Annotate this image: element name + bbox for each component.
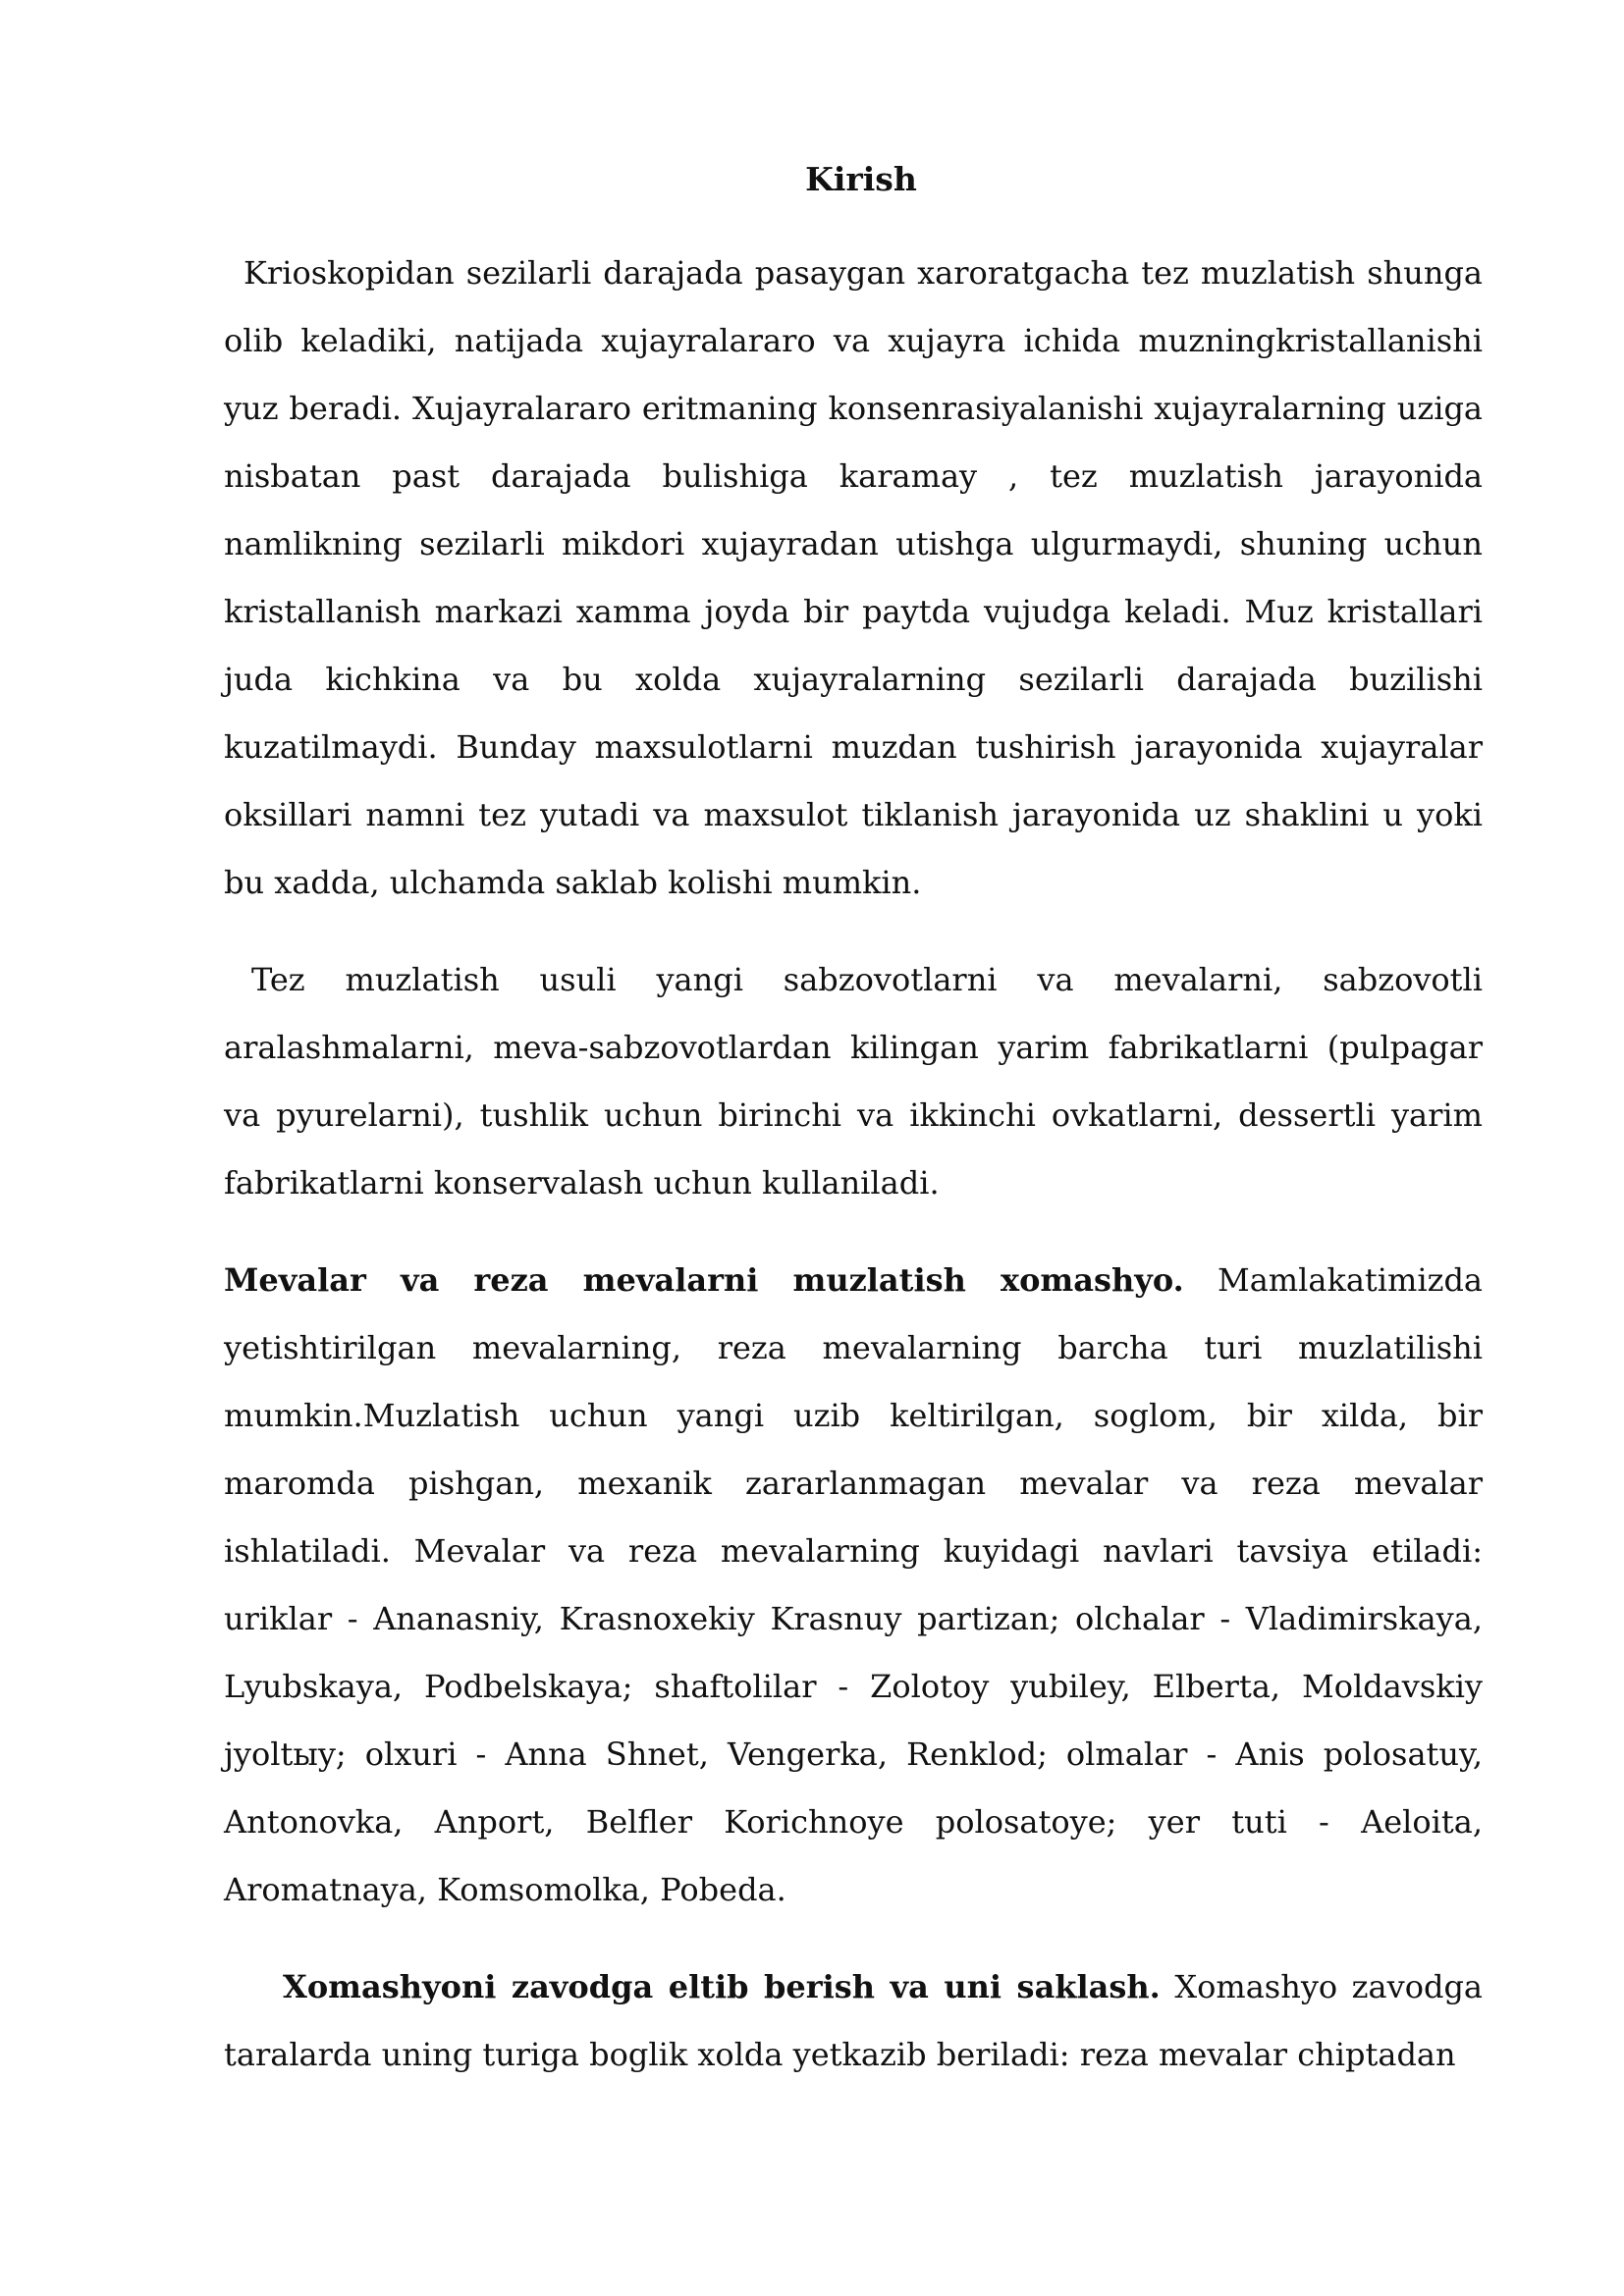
paragraph-3 [224,1247,1483,1924]
paragraph-1-text: Krioskopidan sezilarli darajada pasaygan xaroratgacha tez muzlatish shunga olib keladiki, natijada xujayralararo va xujayra ichida muzningkristallanishi yuz beradi. Xujayralararo eritmaning konsenrasiyalanishi xujayralarning uziga nisbatan past darajada bulishiga karamay , tez muzlatish jarayonida namlikning sezilarli mikdori xujayradan utishga ulgurmaydi, shuning uchun kristallanish markazi xamma joyda bir paytda vujudga keladi. Muz kristallari juda kichkina va bu xolda xujayralarning sezilarli darajada buzilishi kuzatilmaydi. Bunday maxsulotlarni muzdan tushirish jarayonida xujayralar oksillari namni tez yutadi va maxsulot tiklanish jarayonida uz shaklini u yoki bu xadda, ulchamda saklab kolishi mumkin. [224,254,1483,901]
paragraph-4 [224,1953,1483,2089]
paragraph-3-heading: Mevalar va reza mevalarni muzlatish xomashyo. [224,1261,1184,1299]
page-title: Kirish [805,160,917,198]
paragraph-4-heading: Xomashyoni zavodga eltib berish va uni saklash. [283,1968,1161,2005]
paragraph-1 [224,240,1483,917]
document-body [224,147,1483,2118]
paragraph-2-text: Tez muzlatish usuli yangi sabzovotlarni va mevalarni, sabzovotli aralashmalarni, meva-sabzovotlardan kilingan yarim fabrikatlarni (pulpagar va pyurelarni), tushlik uchun birinchi va ikkinchi ovkatlarni, dessertli yarim fabrikatlarni konservalash uchun kullaniladi. [224,961,1483,1201]
paragraph-3-text: Mamlakatimizda yetishtirilgan mevalarning, reza mevalarning barcha turi muzlatilishi mumkin.Muzlatish uchun yangi uzib keltirilgan, soglom, bir xilda, bir maromda pishgan, mexanik zararlanmagan mevalar va reza mevalar ishlatiladi. Mevalar va reza mevalarning kuyidagi navlari tavsiya etiladi: uriklar - Ananasniy, Krasnoxekiy Krasnuy partizan; olchalar - Vladimirskaya, Lyubskaya, Podbelskaya; shaftolilar - Zolotoy yubiley, Elberta, Moldavskiy jyoltыy; olxuri - Anna Shnet, Vengerka, Renklod; olmalar - Anis polosatuy, Antonovka, Anport, Belfler Korichnoye polosatoye; yer tuti - Aeloita, Aromatnaya, Komsomolka, Pobeda. [224,1261,1483,1908]
paragraph-2 [224,946,1483,1217]
paragraph-4-text: Xomashyo zavodga taralarda uning turiga boglik xolda yetkazib beriladi: reza mevalar chiptadan [224,1968,1484,2073]
